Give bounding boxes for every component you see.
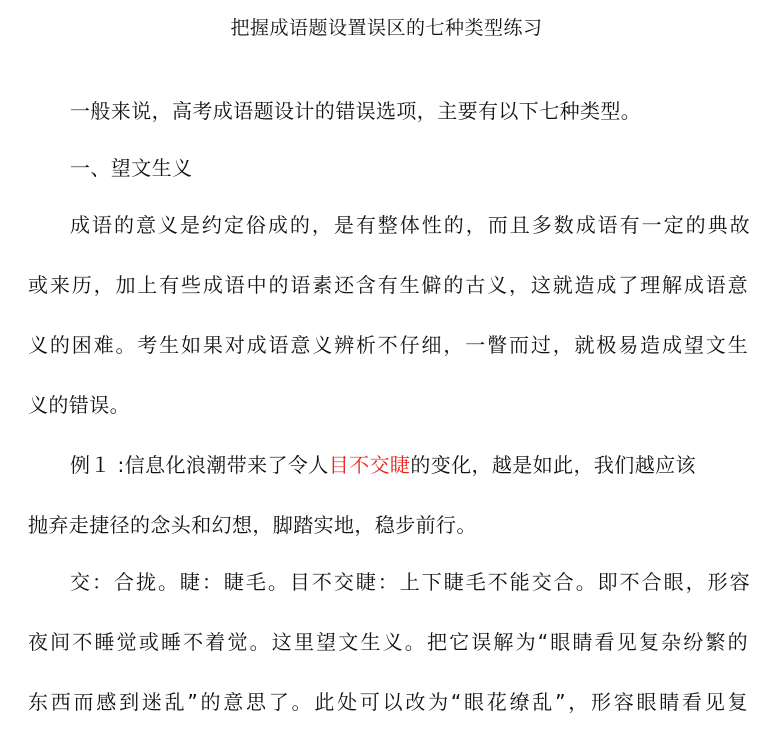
paragraph-line: 义的错误。 <box>28 393 130 417</box>
example-prefix: 例１ :信息化浪潮带来了令人 <box>70 453 329 477</box>
paragraph-line: 或来历，加上有些成语中的语素还含有生僻的古义，这就造成了理解成语意 <box>28 273 748 297</box>
paragraph-line: 义的困难。考生如果对成语意义辨析不仔细，一瞥而过，就极易造成望文生 <box>28 333 748 357</box>
explanation-line: 东西而感到迷乱”的意思了。此处可以改为“眼花缭乱”，形容眼睛看见复 <box>28 690 748 714</box>
explanation-line: 交：合拢。睫：睫毛。目不交睫：上下睫毛不能交合。即不合眼，形容 <box>70 570 750 594</box>
highlighted-idiom: 目不交睫 <box>328 453 411 477</box>
example-line: 抛弃走捷径的念头和幻想，脚踏实地，稳步前行。 <box>28 513 477 537</box>
example-suffix: 的变化，越是如此，我们越应该 <box>410 453 696 477</box>
explanation-line: 夜间不睡觉或睡不着觉。这里望文生义。把它误解为“眼睛看见复杂纷繁的 <box>28 630 748 654</box>
document-title: 把握成语题设置误区的七种类型练习 <box>230 17 543 39</box>
intro-paragraph: 一般来说，高考成语题设计的错误选项，主要有以下七种类型。 <box>70 99 642 123</box>
section-heading: 一、望文生义 <box>70 156 193 180</box>
example-line <box>70 450 750 480</box>
paragraph-line: 成语的意义是约定俗成的，是有整体性的，而且多数成语有一定的典故 <box>70 213 750 237</box>
